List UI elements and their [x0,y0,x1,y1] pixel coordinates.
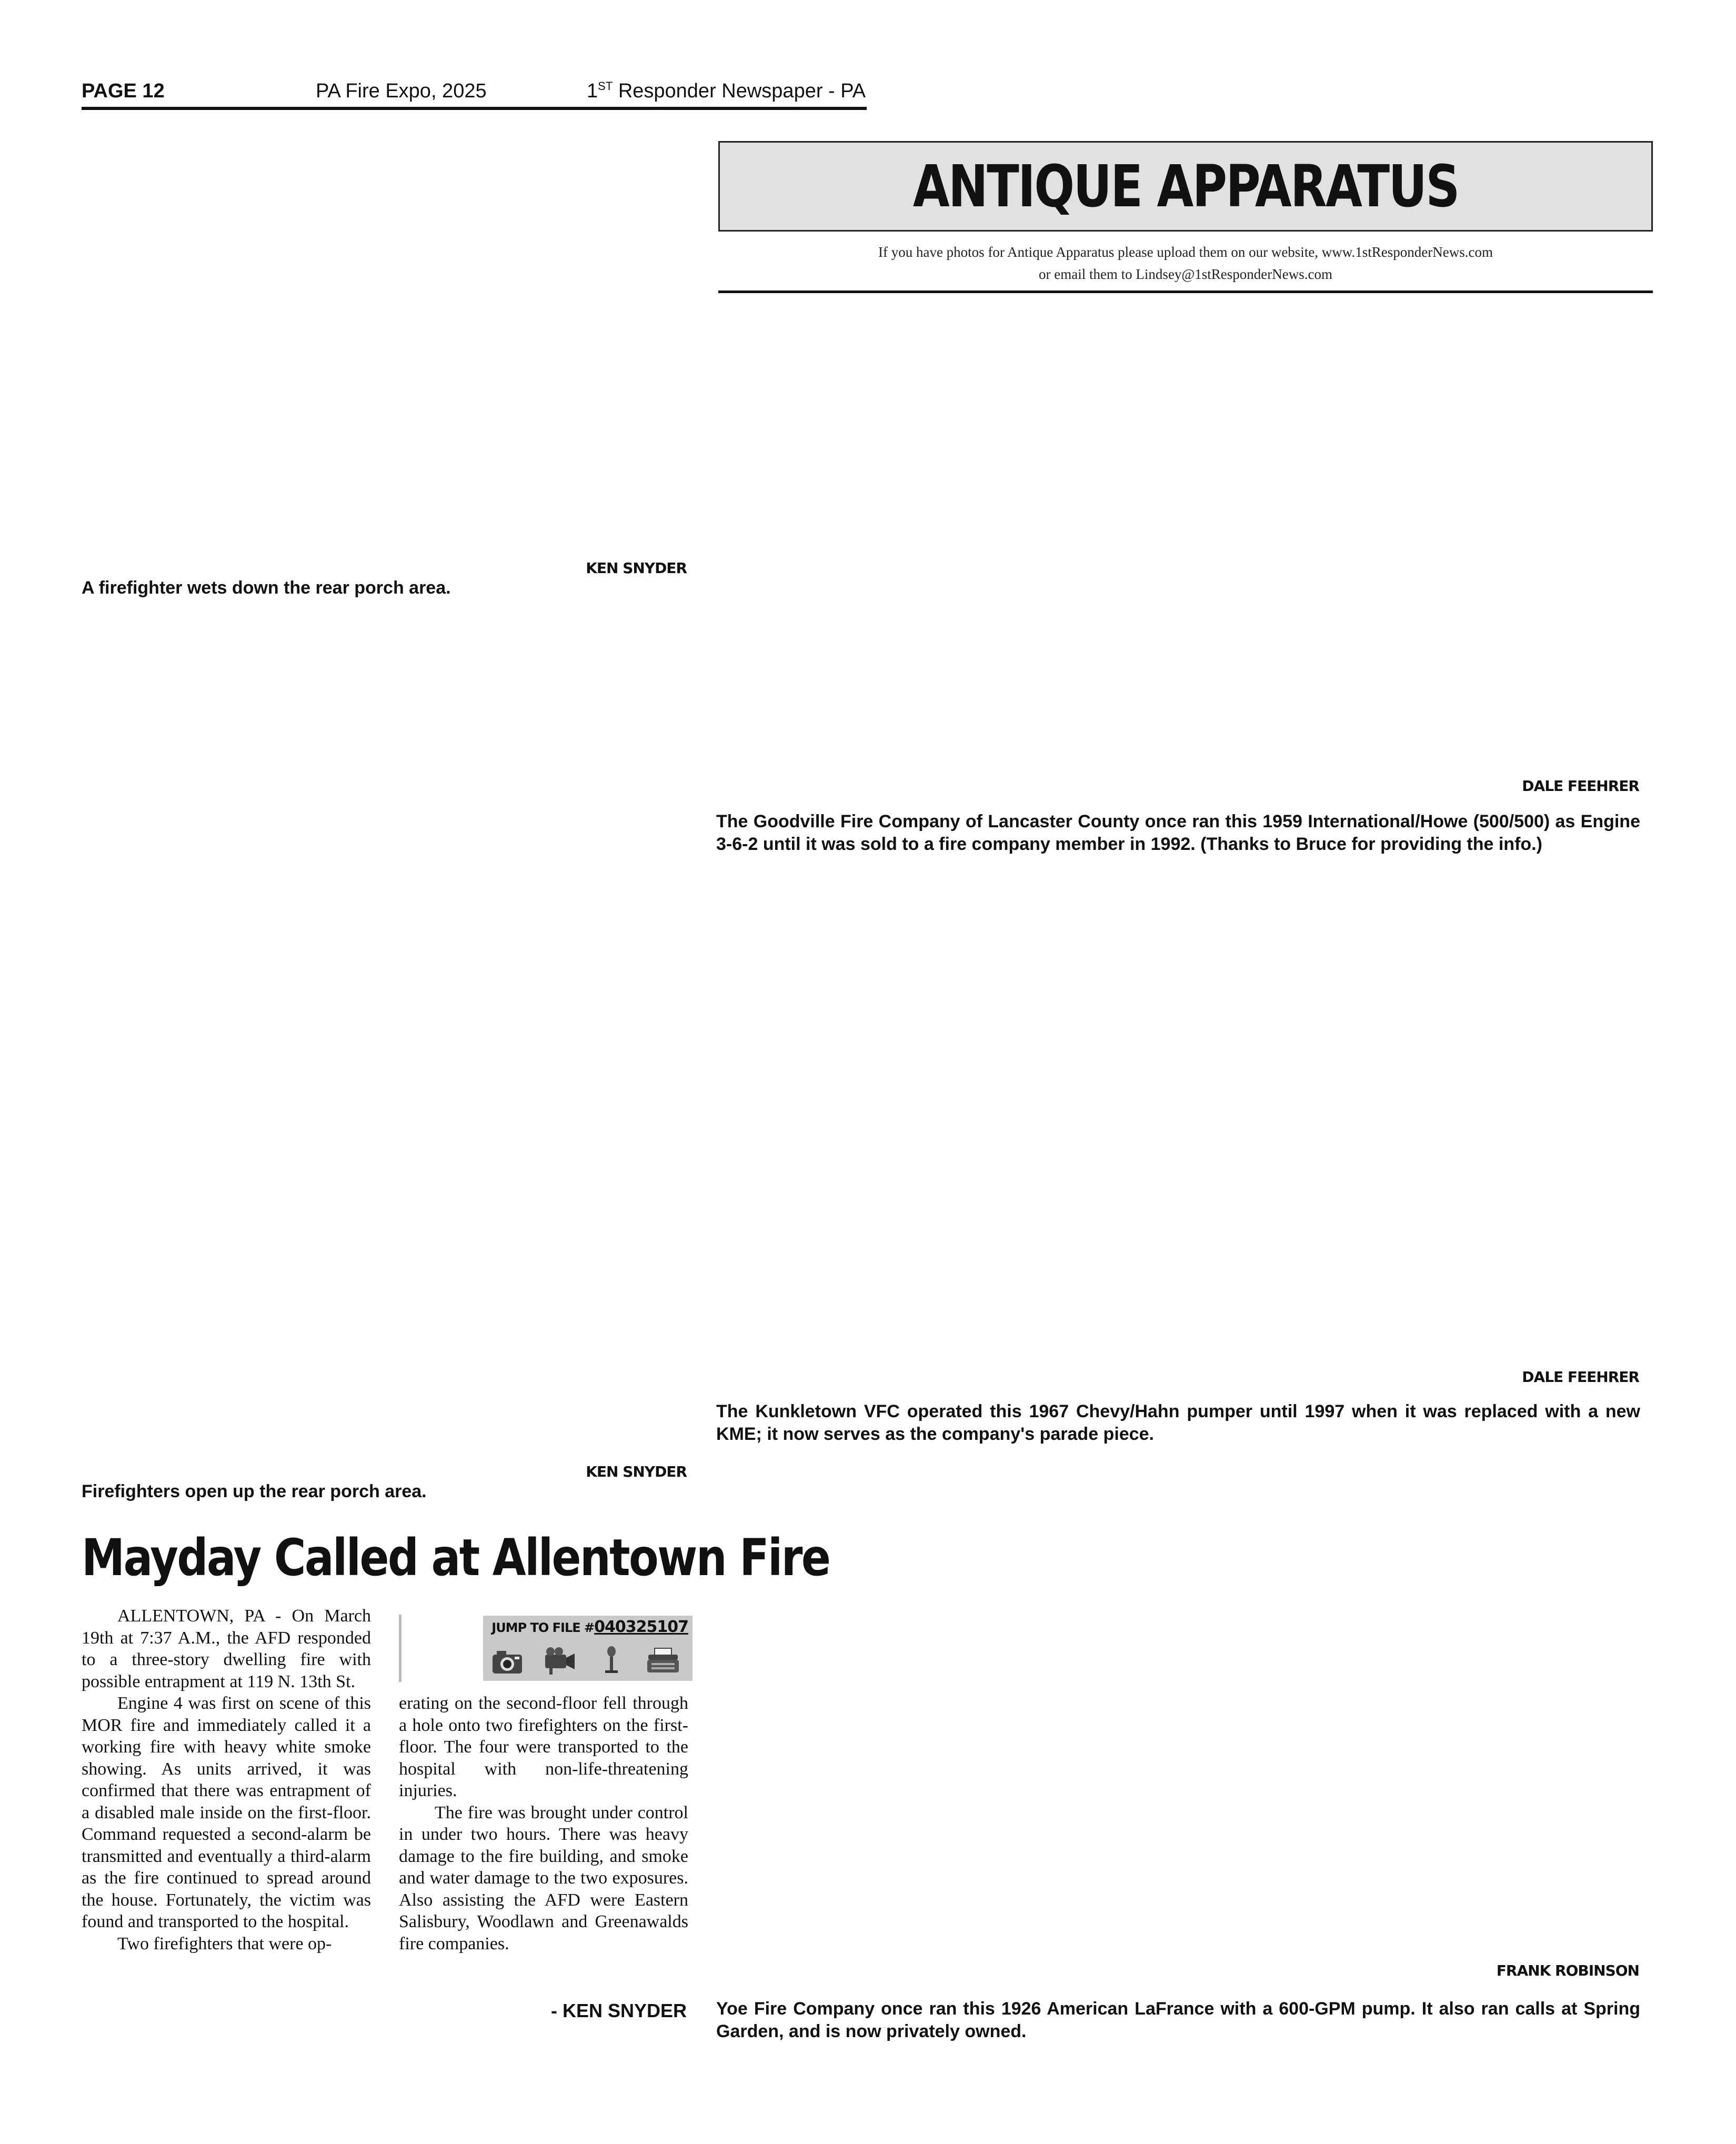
section-title: ANTIQUE APPARATUS [912,153,1459,220]
submission-note [718,241,1653,285]
photo-credit: DALE FEEHRER [1522,777,1639,795]
paragraph: Two firefighters that were op- [117,1933,332,1953]
photo-credit: DALE FEEHRER [1522,1368,1639,1386]
paragraph: Engine 4 was first on scene of this MOR fire and immediately called it a working fire with heavy white smoke showing. As units arrived, it was confirmed that there was entrapment of a disabled male inside on the first-floor. Command requested a second-alarm be transmitted and eventually a third-alarm as the fire continued to spread around the house. Fortunately, the victim was found and transported to the hospital. [82,1694,371,1931]
paragraph: erating on the second-floor fell through a hole onto two firefighters on the first-floor. The four were transported to the hospital with non-life-threatening injuries. [399,1694,688,1800]
photo-caption: Yoe Fire Company once ran this 1926 American LaFrance with a 600-GPM pump. It also ran calls at Spring Garden, and is now privately owned. [716,1999,1640,2041]
photo-credit: KEN SNYDER [586,1463,687,1480]
video-camera-icon[interactable] [542,1644,578,1677]
paragraph: The fire was brought under control in under two hours. There was heavy damage to the fire building, and smoke and water damage to the two exposures. Also assisting the AFD were Eastern Salisbury, Woodlawn and Greenawalds fire companies. [399,1802,688,1953]
submission-note-line-2: or email them to Lindsey@1stResponderNews.com [1038,266,1332,282]
jump-to-file-label[interactable] [483,1618,688,1636]
article-column-1 [82,1605,371,1955]
article-headline: Mayday Called at Allentown Fire [82,1528,830,1587]
jump-to-file-box[interactable] [483,1616,693,1681]
paper-superscript: ST [598,79,613,93]
typewriter-icon[interactable] [645,1644,681,1677]
antique-apparatus-banner [718,141,1653,232]
page-number: PAGE 12 [82,80,165,102]
photo-caption: The Goodville Fire Company of Lancaster County once ran this 1959 International/Howe (500/500) as Engine 3-6-2 until it was sold to a fire company member in 1992. (Thanks to Bruce for providing the info.) [716,811,1640,854]
submission-note-line-1: If you have photos for Antique Apparatus please upload them on our website, www.1stResponderNews.com [878,244,1493,260]
file-number[interactable]: 040325107 [594,1618,688,1636]
photo-caption: A firefighter wets down the rear porch area. [82,578,451,598]
camera-icon[interactable] [490,1644,526,1677]
photo-credit: FRANK ROBINSON [1496,1962,1639,1979]
photo-caption: Firefighters open up the rear porch area. [82,1481,427,1501]
microphone-icon[interactable] [594,1644,629,1677]
newspaper-name [587,79,866,103]
header-rule [82,107,867,110]
paragraph: ALLENTOWN, PA - On March 19th at 7:37 A.M., the AFD responded to a three-story dwelling fire with possible entrapment at 119 N. 13th St. [82,1606,371,1691]
photo-caption: The Kunkletown VFC operated this 1967 Chevy/Hahn pumper until 1997 when it was replaced with a new KME; it now serves as the company's parade piece. [716,1401,1640,1444]
paper-suffix: Responder Newspaper - PA [613,80,866,102]
section-rule [718,290,1653,293]
article-byline: - KEN SNYDER [550,2000,687,2021]
column-divider [399,1615,402,1682]
paper-prefix: 1 [587,80,598,102]
article-column-2 [399,1692,688,1955]
jump-prefix: JUMP TO FILE # [491,1620,595,1635]
media-icons [490,1644,681,1677]
photo-credit: KEN SNYDER [586,559,687,577]
edition-name: PA Fire Expo, 2025 [316,80,487,102]
